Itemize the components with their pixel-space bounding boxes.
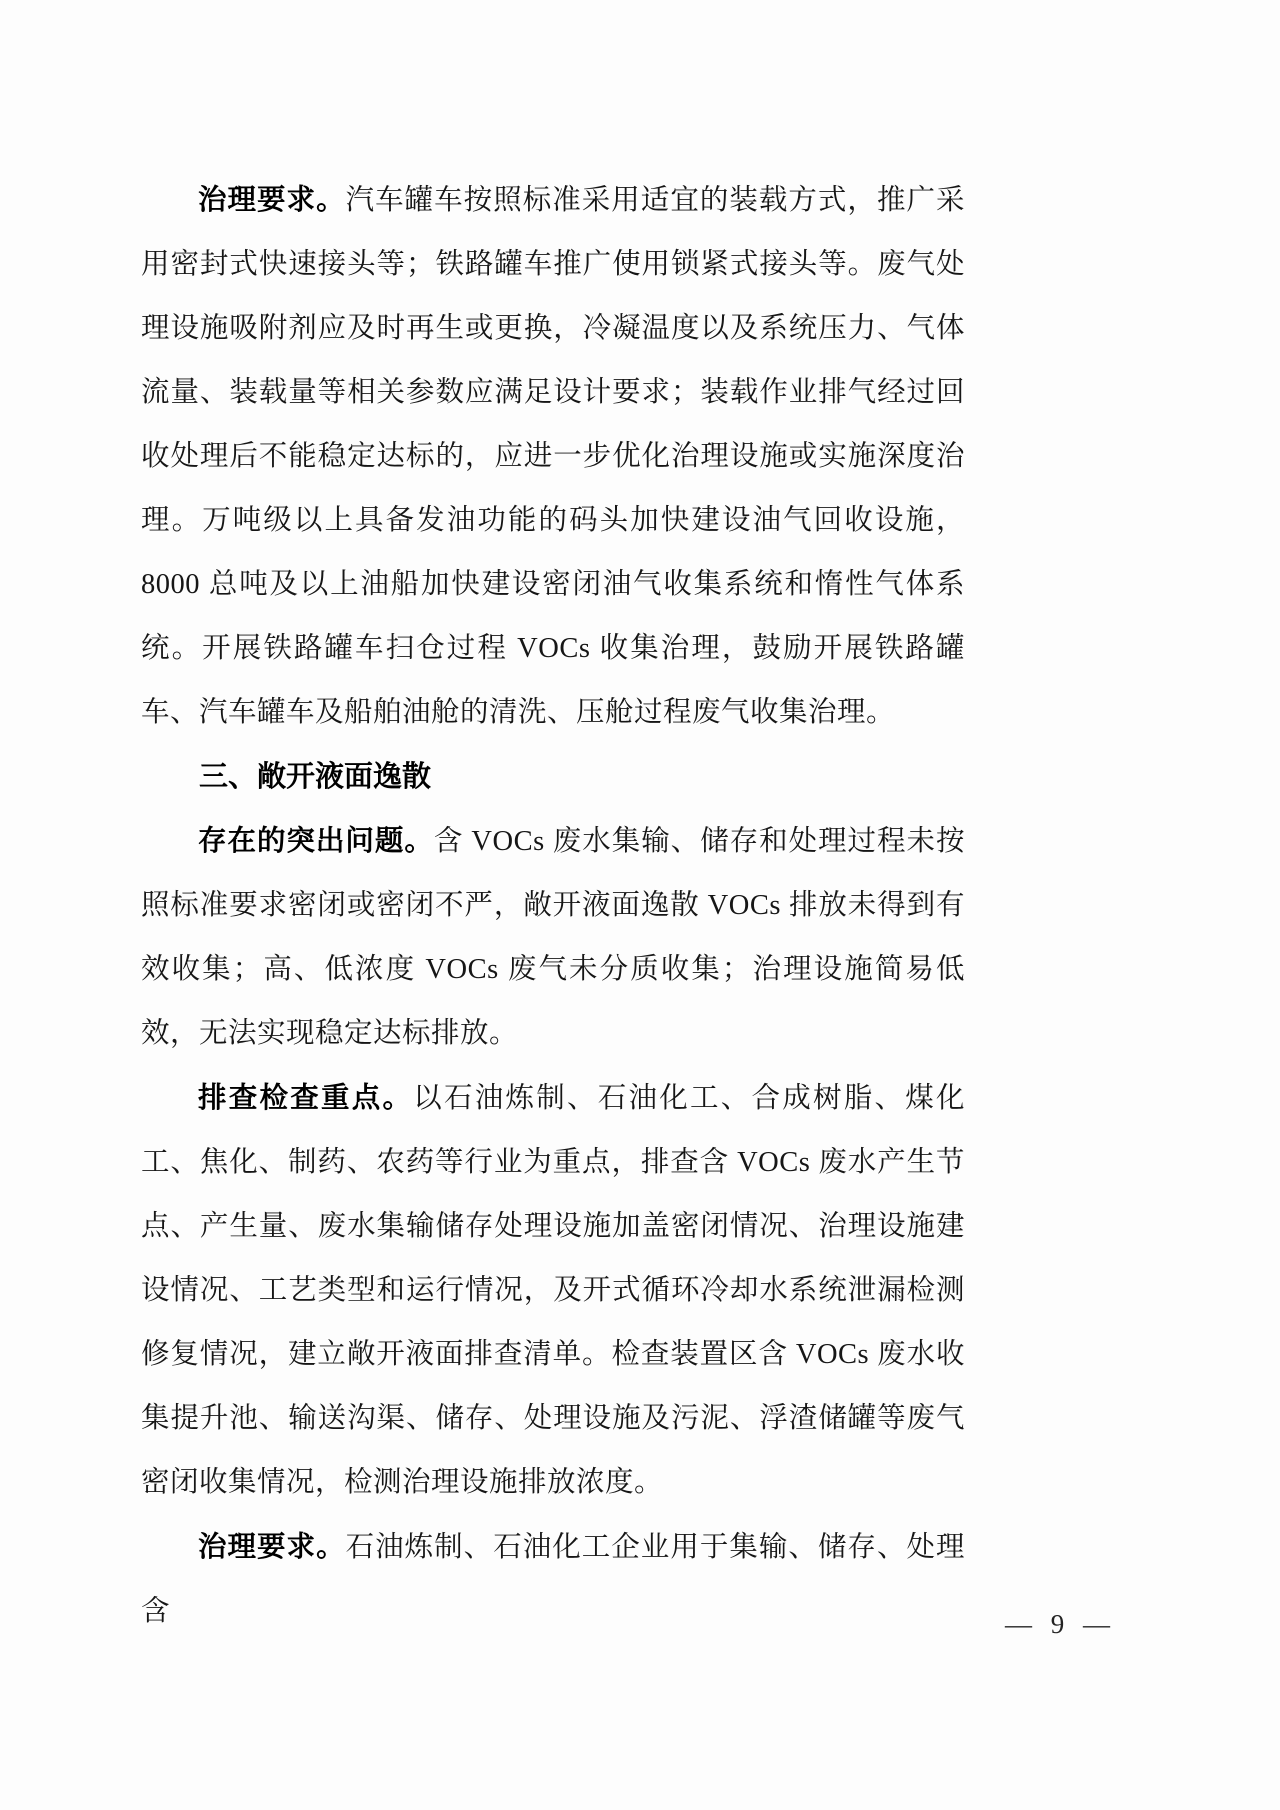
page-number: — 9 — (1005, 1609, 1110, 1639)
paragraph-lead-label: 治理要求。 (198, 184, 346, 216)
paragraph-text: 石油炼制、石油化工企业用于集输、储存、处理含 (141, 1532, 965, 1627)
paragraph-text: 以石油炼制、石油化工、合成树脂、煤化工、焦化、制药、农药等行业为重点，排查含 VOCs 废水产生节点、产生量、废水集输储存处理设施加盖密闭情况、治理设施建设情况、工艺类型和运行情况，及开式循环冷却水系统泄漏检测修复情况，建立敞开液面排查清单。检查装置区含 VOCs 废水收集提升池、输送沟渠、储存、处理设施及污泥、浮渣储罐等废气密闭收集情况，检测治理设施排放浓度。 (141, 1083, 965, 1498)
paragraph-lead-label: 存在的突出问题。 (198, 825, 434, 857)
paragraph-lead-label: 排查检查重点。 (198, 1082, 414, 1114)
paragraph-treatment-requirements-tankers (141, 168, 965, 745)
section-heading-open-liquid-surface: 三、敞开液面逸散 (199, 761, 432, 793)
paragraph-outstanding-problems (141, 809, 965, 1066)
paragraph-inspection-focus (141, 1066, 965, 1515)
paragraph-treatment-requirements-refining (141, 1515, 965, 1644)
paragraph-text: 含 VOCs 废水集输、储存和处理过程未按照标准要求密闭或密闭不严，敞开液面逸散 VOCs 排放未得到有效收集；高、低浓度 VOCs 废气未分质收集；治理设施简易低效，无法实现稳定达标排放。 (141, 826, 965, 1049)
paragraph-lead-label: 治理要求。 (198, 1531, 346, 1563)
paragraph-text: 汽车罐车按照标准采用适宜的装载方式，推广采用密封式快速接头等；铁路罐车推广使用锁紧式接头等。废气处理设施吸附剂应及时再生或更换，冷凝温度以及系统压力、气体流量、装载量等相关参数应满足设计要求；装载作业排气经过回收处理后不能稳定达标的，应进一步优化治理设施或实施深度治理。万吨级以上具备发油功能的码头加快建设油气回收设施，8000 总吨及以上油船加快建设密闭油气收集系统和惰性气体系统。开展铁路罐车扫仓过程 VOCs 收集治理，鼓励开展铁路罐车、汽车罐车及船舶油舱的清洗、压舱过程废气收集治理。 (141, 185, 965, 728)
document-body (141, 168, 965, 1644)
